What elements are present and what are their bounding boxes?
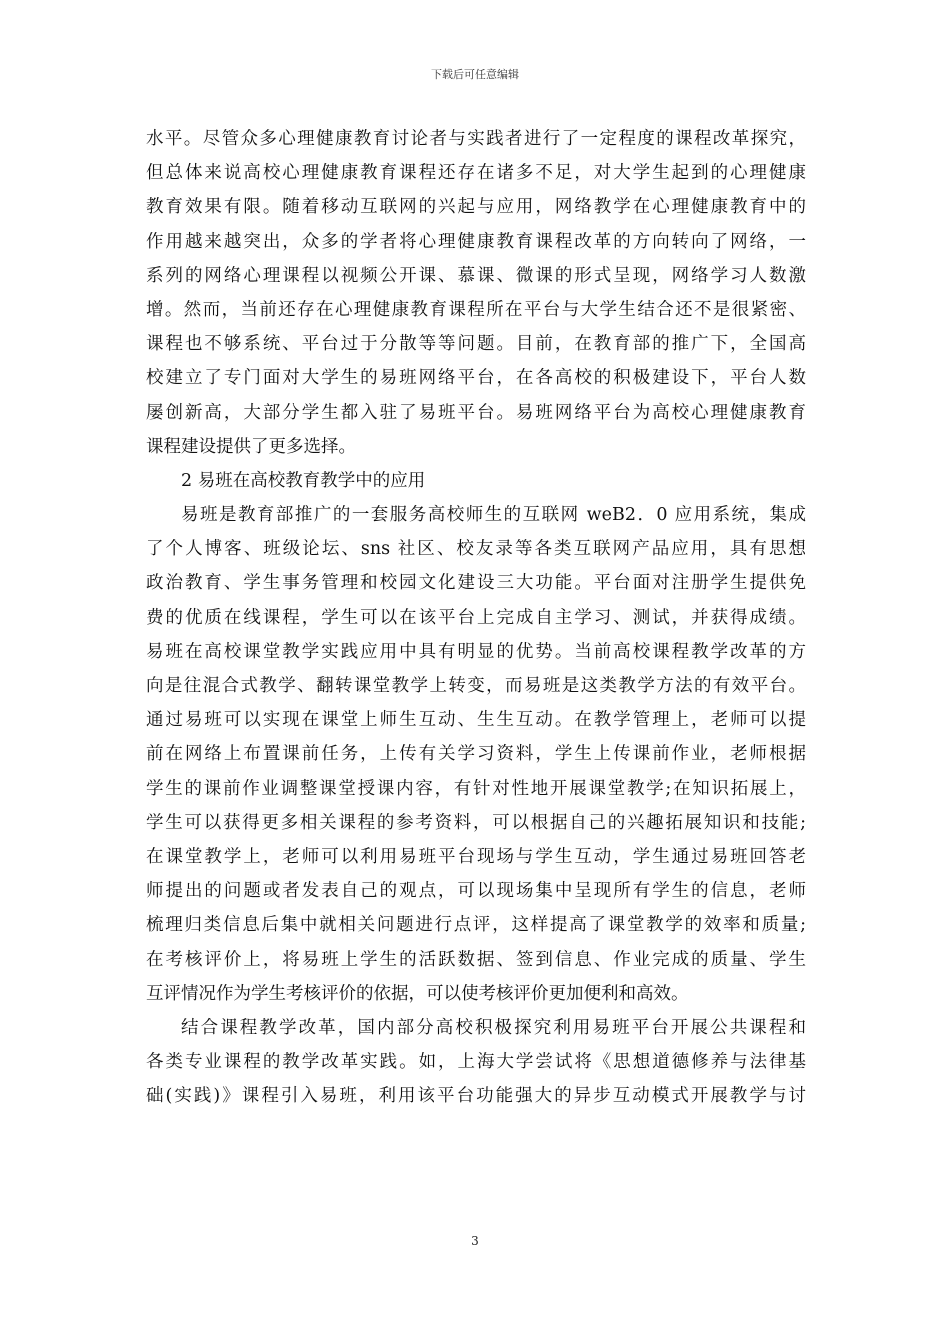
section-heading-text: 2 易班在高校教育教学中的应用: [181, 470, 426, 491]
text-line: 课程建设提供了更多选择。: [146, 436, 356, 457]
text-line: 学生的课前作业调整课堂授课内容，有针对性地开展课堂教学;在知识拓展上，: [146, 778, 806, 799]
paragraph-3: [146, 498, 806, 1011]
text-line: 课程也不够系统、平台过于分散等等问题。目前，在教育部的推广下，全国高: [146, 334, 806, 355]
text-line: 梳理归类信息后集中就相关问题进行点评，这样提高了课堂教学的效率和质量;: [146, 915, 806, 936]
text-line: 作用越来越突出，众多的学者将心理健康教育课程改革的方向转向了网络，一: [146, 231, 806, 252]
page-header: 下载后可任意编辑: [431, 68, 519, 81]
text-line: 政治教育、学生事务管理和校园文化建设三大功能。平台面对注册学生提供免: [146, 573, 806, 594]
text-line: 系列的网络心理课程以视频公开课、慕课、微课的形式呈现，网络学习人数激: [146, 265, 806, 286]
text-line: 屡创新高，大部分学生都入驻了易班平台。易班网络平台为高校心理健康教育: [146, 402, 806, 423]
text-line: 了个人博客、班级论坛、sns 社区、校友录等各类互联网产品应用，具有思想: [146, 539, 806, 560]
text-line: 但总体来说高校心理健康教育课程还存在诸多不足，对大学生起到的心理健康: [146, 163, 806, 184]
page-number: 3: [471, 1234, 479, 1248]
text-line: 结合课程教学改革，国内部分高校积极探究利用易班平台开展公共课程和: [181, 1017, 806, 1038]
text-line: 在课堂教学上，老师可以利用易班平台现场与学生互动，学生通过易班回答老: [146, 846, 806, 867]
text-line: 各类专业课程的教学改革实践。如，上海大学尝试将《思想道德修养与法律基: [146, 1052, 806, 1073]
text-line: 易班是教育部推广的一套服务高校师生的互联网 weB2．0 应用系统，集成: [181, 505, 806, 526]
body-text: [146, 122, 806, 1113]
text-line: 教育效果有限。随着移动互联网的兴起与应用，网络教学在心理健康教育中的: [146, 197, 806, 218]
text-line: 费的优质在线课程，学生可以在该平台上完成自主学习、测试，并获得成绩。: [146, 607, 806, 628]
section-heading: [146, 464, 806, 498]
text-line: 水平。尽管众多心理健康教育讨论者与实践者进行了一定程度的课程改革探究，: [146, 129, 806, 149]
text-line: 师提出的问题或者发表自己的观点，可以现场集中呈现所有学生的信息，老师: [146, 881, 806, 902]
text-line: 前在网络上布置课前任务，上传有关学习资料，学生上传课前作业，老师根据: [146, 744, 806, 765]
text-line: 易班在高校课堂教学实践应用中具有明显的优势。当前高校课程教学改革的方: [146, 641, 806, 662]
paragraph-4: [146, 1011, 806, 1114]
text-line: 学生可以获得更多相关课程的参考资料，可以根据自己的兴趣拓展知识和技能;: [146, 812, 806, 833]
text-line: 互评情况作为学生考核评价的依据，可以使考核评价更加便利和高效。: [146, 983, 689, 1004]
text-line: 校建立了专门面对大学生的易班网络平台，在各高校的积极建设下，平台人数: [146, 368, 806, 389]
text-line: 通过易班可以实现在课堂上师生互动、生生互动。在教学管理上，老师可以提: [146, 710, 806, 731]
text-line: 向是往混合式教学、翻转课堂教学上转变，而易班是这类教学方法的有效平台。: [146, 676, 806, 696]
paragraph-1: [146, 122, 806, 464]
text-line: 础(实践)》课程引入易班，利用该平台功能强大的异步互动模式开展教学与讨: [146, 1086, 806, 1107]
text-line: 增。然而，当前还存在心理健康教育课程所在平台与大学生结合还不是很紧密、: [146, 299, 806, 320]
text-line: 在考核评价上，将易班上学生的活跃数据、签到信息、作业完成的质量、学生: [146, 949, 806, 970]
